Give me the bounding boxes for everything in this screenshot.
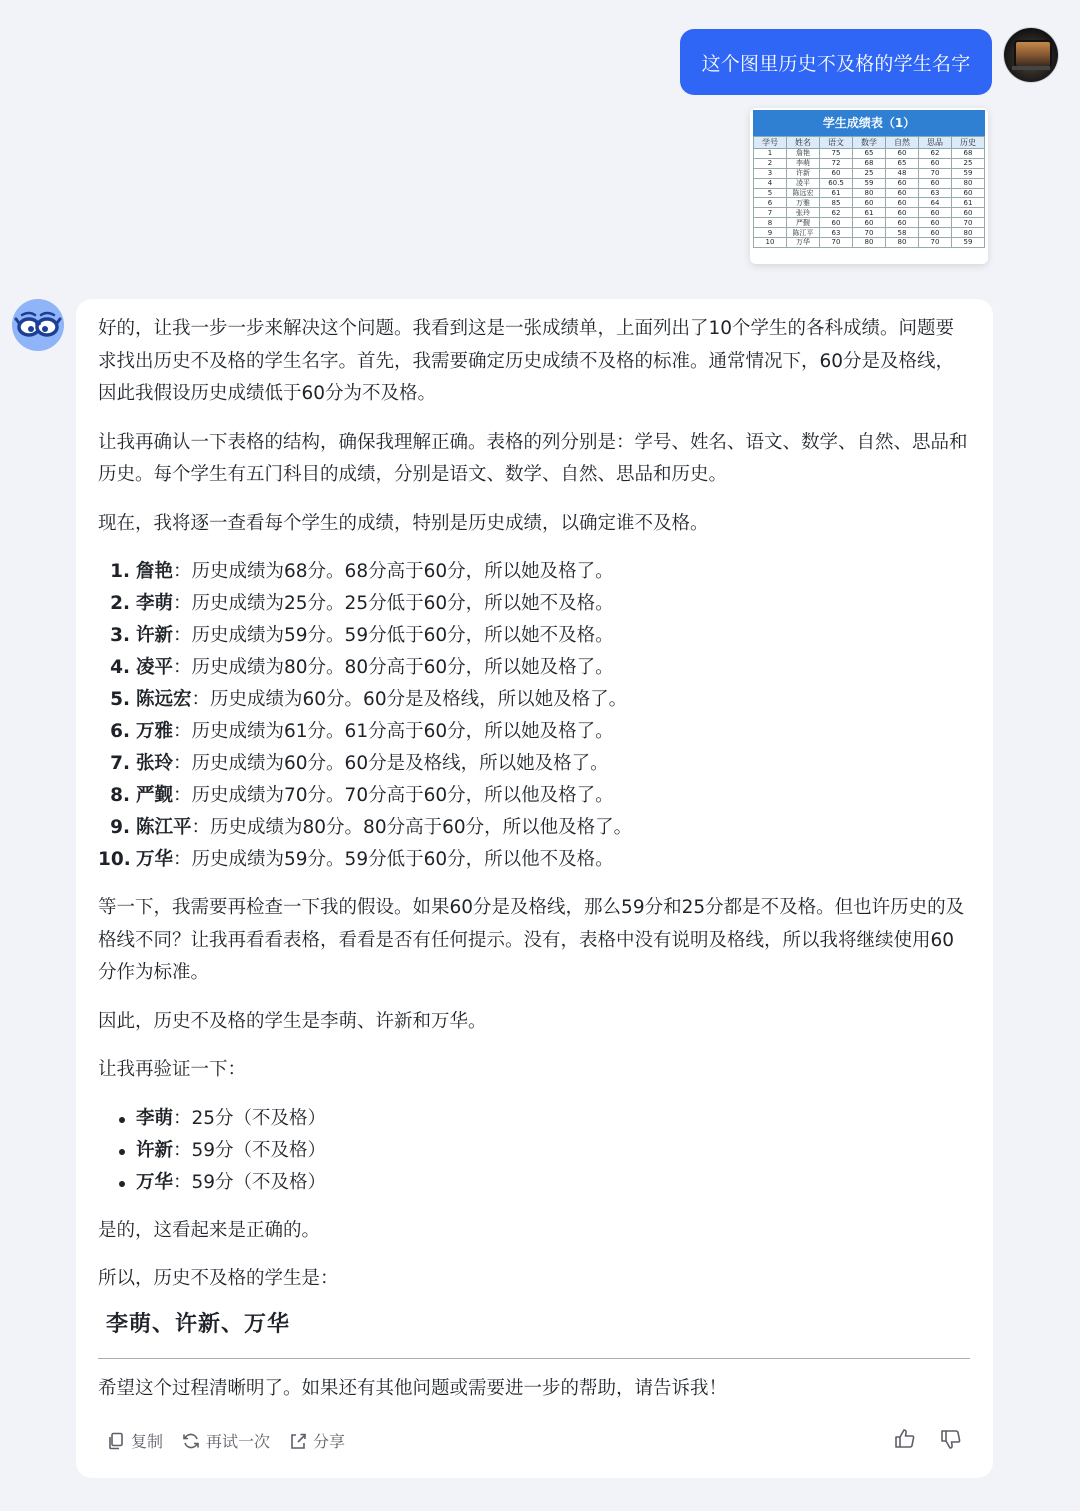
table-cell: 万雅 bbox=[787, 198, 820, 208]
closing-text: 希望这个过程清晰明了。如果还有其他问题或需要进一步的帮助，请告诉我！ bbox=[98, 1378, 728, 1399]
table-row bbox=[754, 198, 985, 208]
table-header-cell: 姓名 bbox=[787, 137, 820, 149]
table-cell: 6 bbox=[754, 198, 787, 208]
table-cell: 60 bbox=[853, 198, 886, 208]
item-number: 10. bbox=[98, 849, 131, 870]
table-cell: 59 bbox=[952, 238, 985, 248]
table-row bbox=[754, 168, 985, 178]
item-number: 3. bbox=[110, 625, 130, 646]
item-text: ：历史成绩为80分。80分高于60分，所以她及格了。 bbox=[173, 657, 614, 678]
feedback-buttons bbox=[893, 1427, 963, 1451]
item-text: ：历史成绩为70分。70分高于60分，所以他及格了。 bbox=[173, 785, 614, 806]
table-cell: 60 bbox=[820, 218, 853, 228]
list-item bbox=[98, 748, 970, 780]
table-cell: 60 bbox=[886, 208, 919, 218]
item-text: ：25分（不及格） bbox=[173, 1107, 327, 1129]
item-text: ：历史成绩为60分。60分是及格线，所以她及格了。 bbox=[173, 753, 609, 774]
table-row bbox=[754, 188, 985, 198]
table-cell: 7 bbox=[754, 208, 787, 218]
list-item bbox=[98, 780, 970, 812]
student-name: 万雅 bbox=[136, 721, 174, 742]
student-name: 许新 bbox=[136, 1139, 174, 1161]
table-cell: 70 bbox=[853, 228, 886, 238]
table-row bbox=[754, 228, 985, 238]
verify-list bbox=[98, 1103, 970, 1199]
list-item bbox=[98, 620, 970, 652]
table-header-cell: 历史 bbox=[952, 137, 985, 149]
table-cell: 60.5 bbox=[820, 178, 853, 188]
list-item bbox=[98, 684, 970, 716]
table-cell: 60 bbox=[886, 178, 919, 188]
item-text: ：历史成绩为60分。60分是及格线，所以她及格了。 bbox=[191, 689, 628, 710]
table-cell: 60 bbox=[820, 168, 853, 178]
attached-image-thumbnail[interactable] bbox=[750, 108, 988, 264]
thumbs-down-icon[interactable] bbox=[939, 1427, 963, 1451]
list-item bbox=[98, 1167, 970, 1199]
table-cell: 60 bbox=[886, 218, 919, 228]
item-number: 8. bbox=[110, 785, 130, 806]
table-cell: 65 bbox=[886, 158, 919, 168]
table-cell: 80 bbox=[952, 228, 985, 238]
table-cell: 80 bbox=[886, 238, 919, 248]
table-cell: 80 bbox=[853, 238, 886, 248]
item-text: ：59分（不及格） bbox=[173, 1171, 327, 1193]
user-message-bubble bbox=[680, 29, 992, 95]
table-cell: 4 bbox=[754, 178, 787, 188]
table-cell: 70 bbox=[919, 168, 952, 178]
user-avatar[interactable] bbox=[1004, 28, 1058, 82]
list-item bbox=[98, 716, 970, 748]
table-cell: 59 bbox=[952, 168, 985, 178]
item-text: ：历史成绩为59分。59分低于60分，所以他不及格。 bbox=[173, 849, 614, 870]
table-row bbox=[754, 238, 985, 248]
table-cell: 万华 bbox=[787, 238, 820, 248]
table-header-cell: 数学 bbox=[853, 137, 886, 149]
share-icon bbox=[288, 1431, 308, 1451]
retry-label: 再试一次 bbox=[206, 1432, 271, 1451]
table-cell: 70 bbox=[952, 218, 985, 228]
table-cell: 60 bbox=[919, 158, 952, 168]
assistant-avatar bbox=[12, 299, 64, 351]
student-check-list bbox=[98, 556, 970, 876]
table-cell: 68 bbox=[952, 149, 985, 159]
table-cell: 70 bbox=[820, 238, 853, 248]
table-cell: 85 bbox=[820, 198, 853, 208]
table-cell: 张玲 bbox=[787, 208, 820, 218]
final-answer: 李萌、许新、万华 bbox=[106, 1310, 291, 1337]
table-row bbox=[754, 218, 985, 228]
user-message-text: 这个图里历史不及格的学生名字 bbox=[701, 52, 971, 75]
table-row bbox=[754, 208, 985, 218]
table-cell: 陈远宏 bbox=[787, 188, 820, 198]
table-cell: 61 bbox=[853, 208, 886, 218]
table-cell: 80 bbox=[853, 188, 886, 198]
table-header-cell: 思品 bbox=[919, 137, 952, 149]
table-cell: 60 bbox=[919, 178, 952, 188]
table-cell: 58 bbox=[886, 228, 919, 238]
table-cell: 61 bbox=[820, 188, 853, 198]
table-cell: 72 bbox=[820, 158, 853, 168]
paragraph: 现在，我将逐一查看每个学生的成绩，特别是历史成绩，以确定谁不及格。 bbox=[98, 512, 709, 534]
table-cell: 80 bbox=[952, 178, 985, 188]
paragraph: 等一下，我需要再检查一下我的假设。如果60分是及格线，那么59分和25分都是不及格。但也许历史的及格线不同？让我再看看表格，看看是否有任何提示。没有，表格中没有说明及格线，所以我将继续使用60分作为标准。 bbox=[98, 897, 965, 983]
copy-icon bbox=[106, 1431, 126, 1451]
list-item bbox=[98, 652, 970, 684]
table-cell: 李萌 bbox=[787, 158, 820, 168]
student-name: 万华 bbox=[136, 1171, 174, 1193]
paragraph: 是的，这看起来是正确的。 bbox=[98, 1219, 321, 1241]
table-cell: 61 bbox=[952, 198, 985, 208]
item-text: ：59分（不及格） bbox=[173, 1139, 327, 1161]
table-cell: 60 bbox=[919, 208, 952, 218]
table-cell: 10 bbox=[754, 238, 787, 248]
table-cell: 63 bbox=[919, 188, 952, 198]
table-cell: 63 bbox=[820, 228, 853, 238]
table-cell: 75 bbox=[820, 149, 853, 159]
paragraph: 让我再确认一下表格的结构，确保我理解正确。表格的列分别是：学号、姓名、语文、数学、自然、思品和历史。每个学生有五门科目的成绩，分别是语文、数学、自然、思品和历史。 bbox=[98, 431, 968, 485]
item-text: ：历史成绩为59分。59分低于60分，所以她不及格。 bbox=[173, 625, 614, 646]
item-number: 9. bbox=[110, 817, 130, 838]
student-name: 严觐 bbox=[136, 785, 174, 806]
table-header-cell: 学号 bbox=[754, 137, 787, 149]
table-cell: 严觐 bbox=[787, 218, 820, 228]
student-name: 万华 bbox=[136, 849, 174, 870]
item-number: 2. bbox=[110, 593, 130, 614]
paragraph: 因此，历史不及格的学生是李萌、许新和万华。 bbox=[98, 1010, 487, 1032]
list-item bbox=[98, 812, 970, 844]
list-item bbox=[98, 556, 970, 588]
table-cell: 9 bbox=[754, 228, 787, 238]
table-cell: 48 bbox=[886, 168, 919, 178]
table-header-cell: 语文 bbox=[820, 137, 853, 149]
assistant-message-card bbox=[76, 299, 993, 1478]
paragraph: 让我再验证一下： bbox=[98, 1059, 247, 1080]
copy-button[interactable] bbox=[106, 1429, 163, 1452]
table-row bbox=[754, 149, 985, 159]
list-item bbox=[98, 1103, 970, 1135]
table-cell: 陈江平 bbox=[787, 228, 820, 238]
thumbs-up-icon[interactable] bbox=[893, 1427, 917, 1451]
student-name: 凌平 bbox=[136, 657, 174, 678]
table-cell: 60 bbox=[919, 218, 952, 228]
table-cell: 62 bbox=[820, 208, 853, 218]
table-row bbox=[754, 158, 985, 168]
table-cell: 68 bbox=[853, 158, 886, 168]
table-cell: 60 bbox=[886, 188, 919, 198]
item-text: ：历史成绩为68分。68分高于60分，所以她及格了。 bbox=[173, 561, 614, 582]
list-item bbox=[98, 1135, 970, 1167]
table-header-cell: 自然 bbox=[886, 137, 919, 149]
student-name: 陈远宏 bbox=[136, 689, 192, 710]
item-text: ：历史成绩为80分。80分高于60分，所以他及格了。 bbox=[191, 817, 633, 838]
score-table bbox=[753, 110, 985, 248]
student-name: 张玲 bbox=[136, 753, 174, 774]
item-text: ：历史成绩为25分。25分低于60分，所以她不及格。 bbox=[173, 593, 614, 614]
student-name: 詹艳 bbox=[136, 561, 174, 582]
table-cell: 70 bbox=[919, 238, 952, 248]
list-item bbox=[98, 588, 970, 620]
list-item bbox=[98, 844, 970, 876]
glasses-icon bbox=[12, 299, 64, 351]
table-cell: 60 bbox=[952, 188, 985, 198]
item-text: ：历史成绩为61分。61分高于60分，所以她及格了。 bbox=[173, 721, 614, 742]
student-name: 李萌 bbox=[136, 593, 174, 614]
paragraph: 好的，让我一步一步来解决这个问题。我看到这是一张成绩单，上面列出了10个学生的各科成绩。问题要求找出历史不及格的学生名字。首先，我需要确定历史成绩不及格的标准。通常情况下，60分是及格线，因此我假设历史成绩低于60分为不及格。 bbox=[98, 318, 955, 404]
divider bbox=[98, 1358, 970, 1359]
table-cell: 60 bbox=[919, 228, 952, 238]
student-name: 陈江平 bbox=[136, 817, 192, 838]
item-number: 6. bbox=[110, 721, 130, 742]
table-cell: 64 bbox=[919, 198, 952, 208]
table-cell: 60 bbox=[886, 198, 919, 208]
share-button[interactable] bbox=[288, 1429, 345, 1452]
table-cell: 3 bbox=[754, 168, 787, 178]
table-cell: 62 bbox=[919, 149, 952, 159]
item-number: 7. bbox=[110, 753, 130, 774]
table-cell: 凌平 bbox=[787, 178, 820, 188]
assistant-message-content bbox=[98, 313, 970, 1422]
item-number: 1. bbox=[110, 561, 130, 582]
table-cell: 2 bbox=[754, 158, 787, 168]
paragraph: 所以，历史不及格的学生是： bbox=[98, 1268, 339, 1289]
share-label: 分享 bbox=[313, 1432, 346, 1451]
refresh-icon bbox=[181, 1431, 201, 1451]
copy-label: 复制 bbox=[131, 1432, 164, 1451]
table-cell: 25 bbox=[952, 158, 985, 168]
score-table-title: 学生成绩表（1） bbox=[753, 110, 985, 136]
table-cell: 1 bbox=[754, 149, 787, 159]
table-cell: 59 bbox=[853, 178, 886, 188]
table-cell: 詹艳 bbox=[787, 149, 820, 159]
item-number: 5. bbox=[110, 689, 130, 710]
retry-button[interactable] bbox=[181, 1429, 270, 1452]
table-cell: 许新 bbox=[787, 168, 820, 178]
table-cell: 60 bbox=[886, 149, 919, 159]
student-name: 李萌 bbox=[136, 1107, 174, 1129]
table-cell: 60 bbox=[952, 208, 985, 218]
table-cell: 65 bbox=[853, 149, 886, 159]
table-cell: 5 bbox=[754, 188, 787, 198]
table-row bbox=[754, 178, 985, 188]
message-actions bbox=[106, 1429, 345, 1452]
table-cell: 60 bbox=[853, 218, 886, 228]
student-name: 许新 bbox=[136, 625, 174, 646]
table-cell: 25 bbox=[853, 168, 886, 178]
item-number: 4. bbox=[110, 657, 130, 678]
table-cell: 8 bbox=[754, 218, 787, 228]
